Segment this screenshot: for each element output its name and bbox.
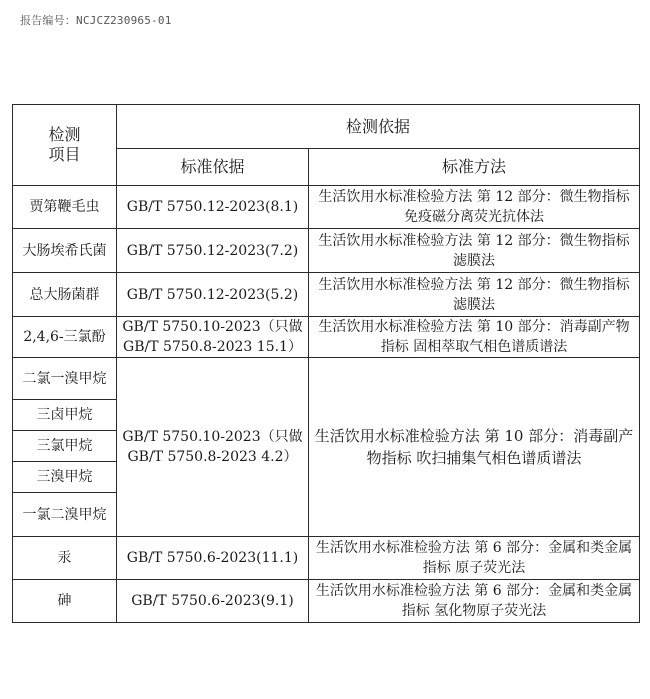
row-standard: GB/T 5750.10-2023（只做GB/T 5750.8-2023 15.1） xyxy=(117,317,309,358)
header-method: 标准方法 xyxy=(309,149,640,186)
row-standard: GB/T 5750.6-2023(9.1) xyxy=(117,580,309,623)
row-method: 生活饮用水标准检验方法 第 10 部分：消毒副产物指标 固相萃取气相色谱质谱法 xyxy=(309,317,640,358)
group-item: 三卤甲烷 xyxy=(13,400,117,431)
group-item: 一氯二溴甲烷 xyxy=(13,493,117,537)
row-method: 生活饮用水标准检验方法 第 12 部分：微生物指标 免疫磁分离荧光抗体法 xyxy=(309,186,640,229)
header-item xyxy=(13,105,117,186)
row-item: 总大肠菌群 xyxy=(13,273,117,317)
table-row xyxy=(13,317,640,358)
table-row xyxy=(13,358,640,400)
row-standard: GB/T 5750.12-2023(8.1) xyxy=(117,186,309,229)
group-method: 生活饮用水标准检验方法 第 10 部分：消毒副产物指标 吹扫捕集气相色谱质谱法 xyxy=(309,358,640,537)
row-method: 生活饮用水标准检验方法 第 6 部分：金属和类金属指标 原子荧光法 xyxy=(309,537,640,580)
row-method: 生活饮用水标准检验方法 第 12 部分：微生物指标 滤膜法 xyxy=(309,229,640,273)
group-standard: GB/T 5750.10-2023（只做GB/T 5750.8-2023 4.2） xyxy=(117,358,309,537)
table-row xyxy=(13,537,640,580)
table-row xyxy=(13,580,640,623)
table-row xyxy=(13,186,640,229)
header-standard: 标准依据 xyxy=(117,149,309,186)
group-item: 三氯甲烷 xyxy=(13,431,117,462)
header-item-line2: 项目 xyxy=(48,145,81,164)
header-basis: 检测依据 xyxy=(117,105,640,149)
table-row xyxy=(13,229,640,273)
row-standard: GB/T 5750.12-2023(7.2) xyxy=(117,229,309,273)
row-item: 2,4,6-三氯酚 xyxy=(13,317,117,358)
header-item-line1: 检测 xyxy=(48,125,81,144)
row-item: 贾第鞭毛虫 xyxy=(13,186,117,229)
row-item: 砷 xyxy=(13,580,117,623)
group-item: 三溴甲烷 xyxy=(13,462,117,493)
row-item: 汞 xyxy=(13,537,117,580)
row-method: 生活饮用水标准检验方法 第 6 部分：金属和类金属指标 氢化物原子荧光法 xyxy=(309,580,640,623)
row-standard: GB/T 5750.12-2023(5.2) xyxy=(117,273,309,317)
row-item: 大肠埃希氏菌 xyxy=(13,229,117,273)
report-number: 报告编号：NCJCZ230965-01 xyxy=(20,14,172,27)
inspection-basis-table xyxy=(12,104,640,623)
table-row xyxy=(13,273,640,317)
row-standard: GB/T 5750.6-2023(11.1) xyxy=(117,537,309,580)
row-method: 生活饮用水标准检验方法 第 12 部分：微生物指标 滤膜法 xyxy=(309,273,640,317)
group-item: 二氯一溴甲烷 xyxy=(13,358,117,400)
